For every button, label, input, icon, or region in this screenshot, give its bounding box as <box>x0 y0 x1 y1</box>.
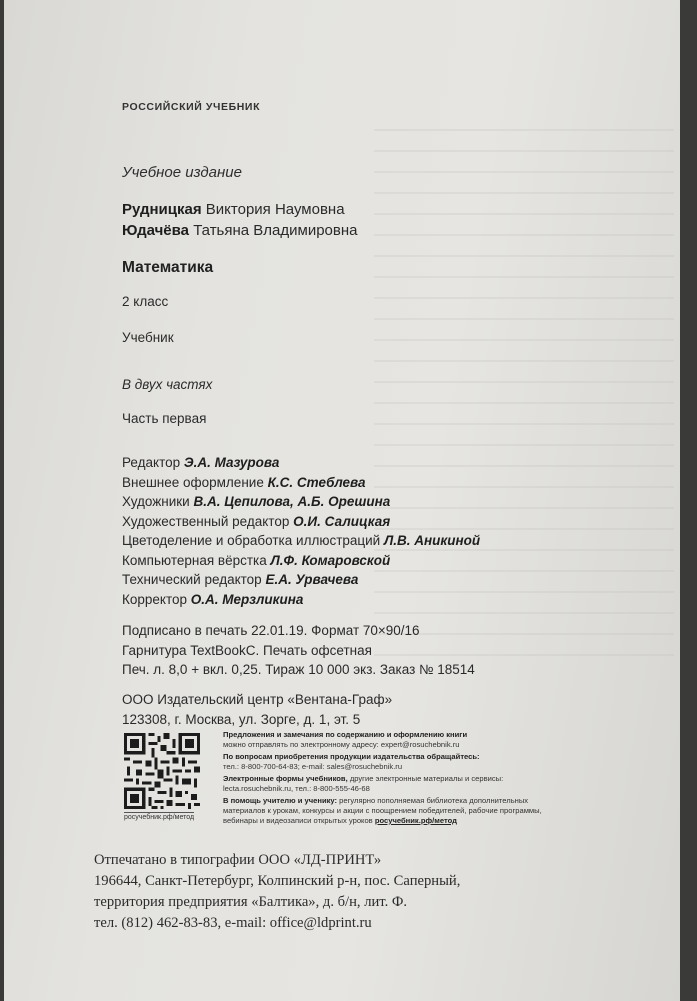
credit-row <box>122 551 480 571</box>
printer-line: тел. (812) 462-83-83, e-mail: office@ldprint.ru <box>94 915 372 931</box>
credit-name: К.С. Стеблева <box>267 474 366 490</box>
credit-name: О.А. Мерзликина <box>190 591 304 607</box>
credit-name: В.А. Цепилова, А.Б. Орешина <box>193 494 391 509</box>
author-2-surname: Юдачёва <box>122 222 190 239</box>
credit-row <box>122 590 480 610</box>
info-block-feedback <box>223 730 542 750</box>
author-1-given: Виктория Наумовна <box>205 201 345 218</box>
edition-type: Учебное издание <box>122 164 242 181</box>
info-text: lecta.rosuchebnik.ru, тел.: 8-800-555-46-68 <box>223 784 370 793</box>
info-text: тел.: 8-800-700-64-83; e-mail: sales@rosuchebnik.ru <box>223 762 403 771</box>
book-kind: Учебник <box>122 330 174 345</box>
info-title: В помощь учителю и ученику: <box>223 796 338 805</box>
credits-list <box>122 453 480 609</box>
book-title: Математика <box>122 259 214 276</box>
publisher-name: ООО Издательский центр «Вентана-Граф» <box>122 692 393 707</box>
printer-block <box>94 850 460 934</box>
info-title: Предложения и замечания по содержанию и оформлению книги <box>223 730 468 739</box>
author-2 <box>122 222 358 239</box>
info-text: регулярно пополняемая библиотека дополнительных <box>337 796 529 805</box>
publisher-block <box>122 690 392 729</box>
info-link: росучебник.рф/метод <box>374 816 457 825</box>
info-title: Электронные формы учебников, <box>223 774 348 783</box>
credit-role: Художественный редактор <box>122 513 290 529</box>
author-2-given: Татьяна Владимировна <box>193 222 358 239</box>
info-text: можно отправлять по электронному адресу: expert@rosuchebnik.ru <box>223 740 460 749</box>
credit-role: Художники <box>122 494 190 509</box>
credit-row <box>122 492 480 512</box>
credit-row <box>122 473 480 493</box>
part-label: Часть первая <box>122 411 207 426</box>
print-detail-line: Подписано в печать 22.01.19. Формат 70×90/16 <box>122 623 420 638</box>
info-text: материалов к урокам, конкурсы и акции с поощрением победителей, рабочие программы, <box>223 806 542 815</box>
credit-role: Корректор <box>122 591 188 607</box>
series-label: РОССИЙСКИЙ УЧЕБНИК <box>122 101 261 113</box>
printer-line: Отпечатано в типографии ООО «ЛД-ПРИНТ» <box>94 852 382 868</box>
credit-role: Компьютерная вёрстка <box>122 552 267 568</box>
info-title: По вопросам приобретения продукции издательства обращайтесь: <box>223 752 480 761</box>
grade: 2 класс <box>122 294 169 309</box>
credit-name: Е.А. Урвачева <box>265 572 359 587</box>
credit-row <box>122 512 480 532</box>
credit-name: Э.А. Мазурова <box>183 455 280 470</box>
print-detail-line: Гарнитура TextBookC. Печать офсетная <box>122 642 372 658</box>
qr-code-icon <box>124 733 200 809</box>
credit-row <box>122 531 480 551</box>
info-block-help <box>223 796 542 826</box>
credit-name: Л.Ф. Комаровской <box>270 552 391 568</box>
parts-note: В двух частях <box>122 377 213 392</box>
contact-info <box>223 730 542 828</box>
credit-role: Редактор <box>122 455 181 470</box>
credit-row <box>122 453 480 473</box>
print-detail-line: Печ. л. 8,0 + вкл. 0,25. Тираж 10 000 экз. Заказ № 18514 <box>122 662 475 677</box>
info-block-eforms <box>223 774 542 794</box>
author-1 <box>122 201 345 218</box>
credit-name: О.И. Салицкая <box>293 513 391 529</box>
publisher-address: 123308, г. Москва, ул. Зорге, д. 1, эт. 5 <box>122 711 361 727</box>
author-1-surname: Рудницкая <box>122 201 202 218</box>
credit-role: Технический редактор <box>122 572 262 587</box>
credit-row <box>122 570 480 590</box>
info-text: другие электронные материалы и сервисы: <box>347 774 504 783</box>
credit-role: Внешнее оформление <box>122 474 264 490</box>
credit-role: Цветоделение и обработка иллюстраций <box>122 533 381 548</box>
info-text: вебинары и видеозаписи открытых уроков <box>223 816 375 825</box>
credit-name: Л.В. Аникиной <box>383 533 481 548</box>
qr-caption: росучебник.рф/метод <box>124 814 195 821</box>
book-page <box>4 0 680 1001</box>
info-block-sales <box>223 752 542 772</box>
printer-line: 196644, Санкт-Петербург, Колпинский р-н, пос. Саперный, <box>94 873 461 889</box>
print-details <box>122 621 475 680</box>
printer-line: территория предприятия «Балтика», д. б/н, лит. Ф. <box>94 894 408 910</box>
